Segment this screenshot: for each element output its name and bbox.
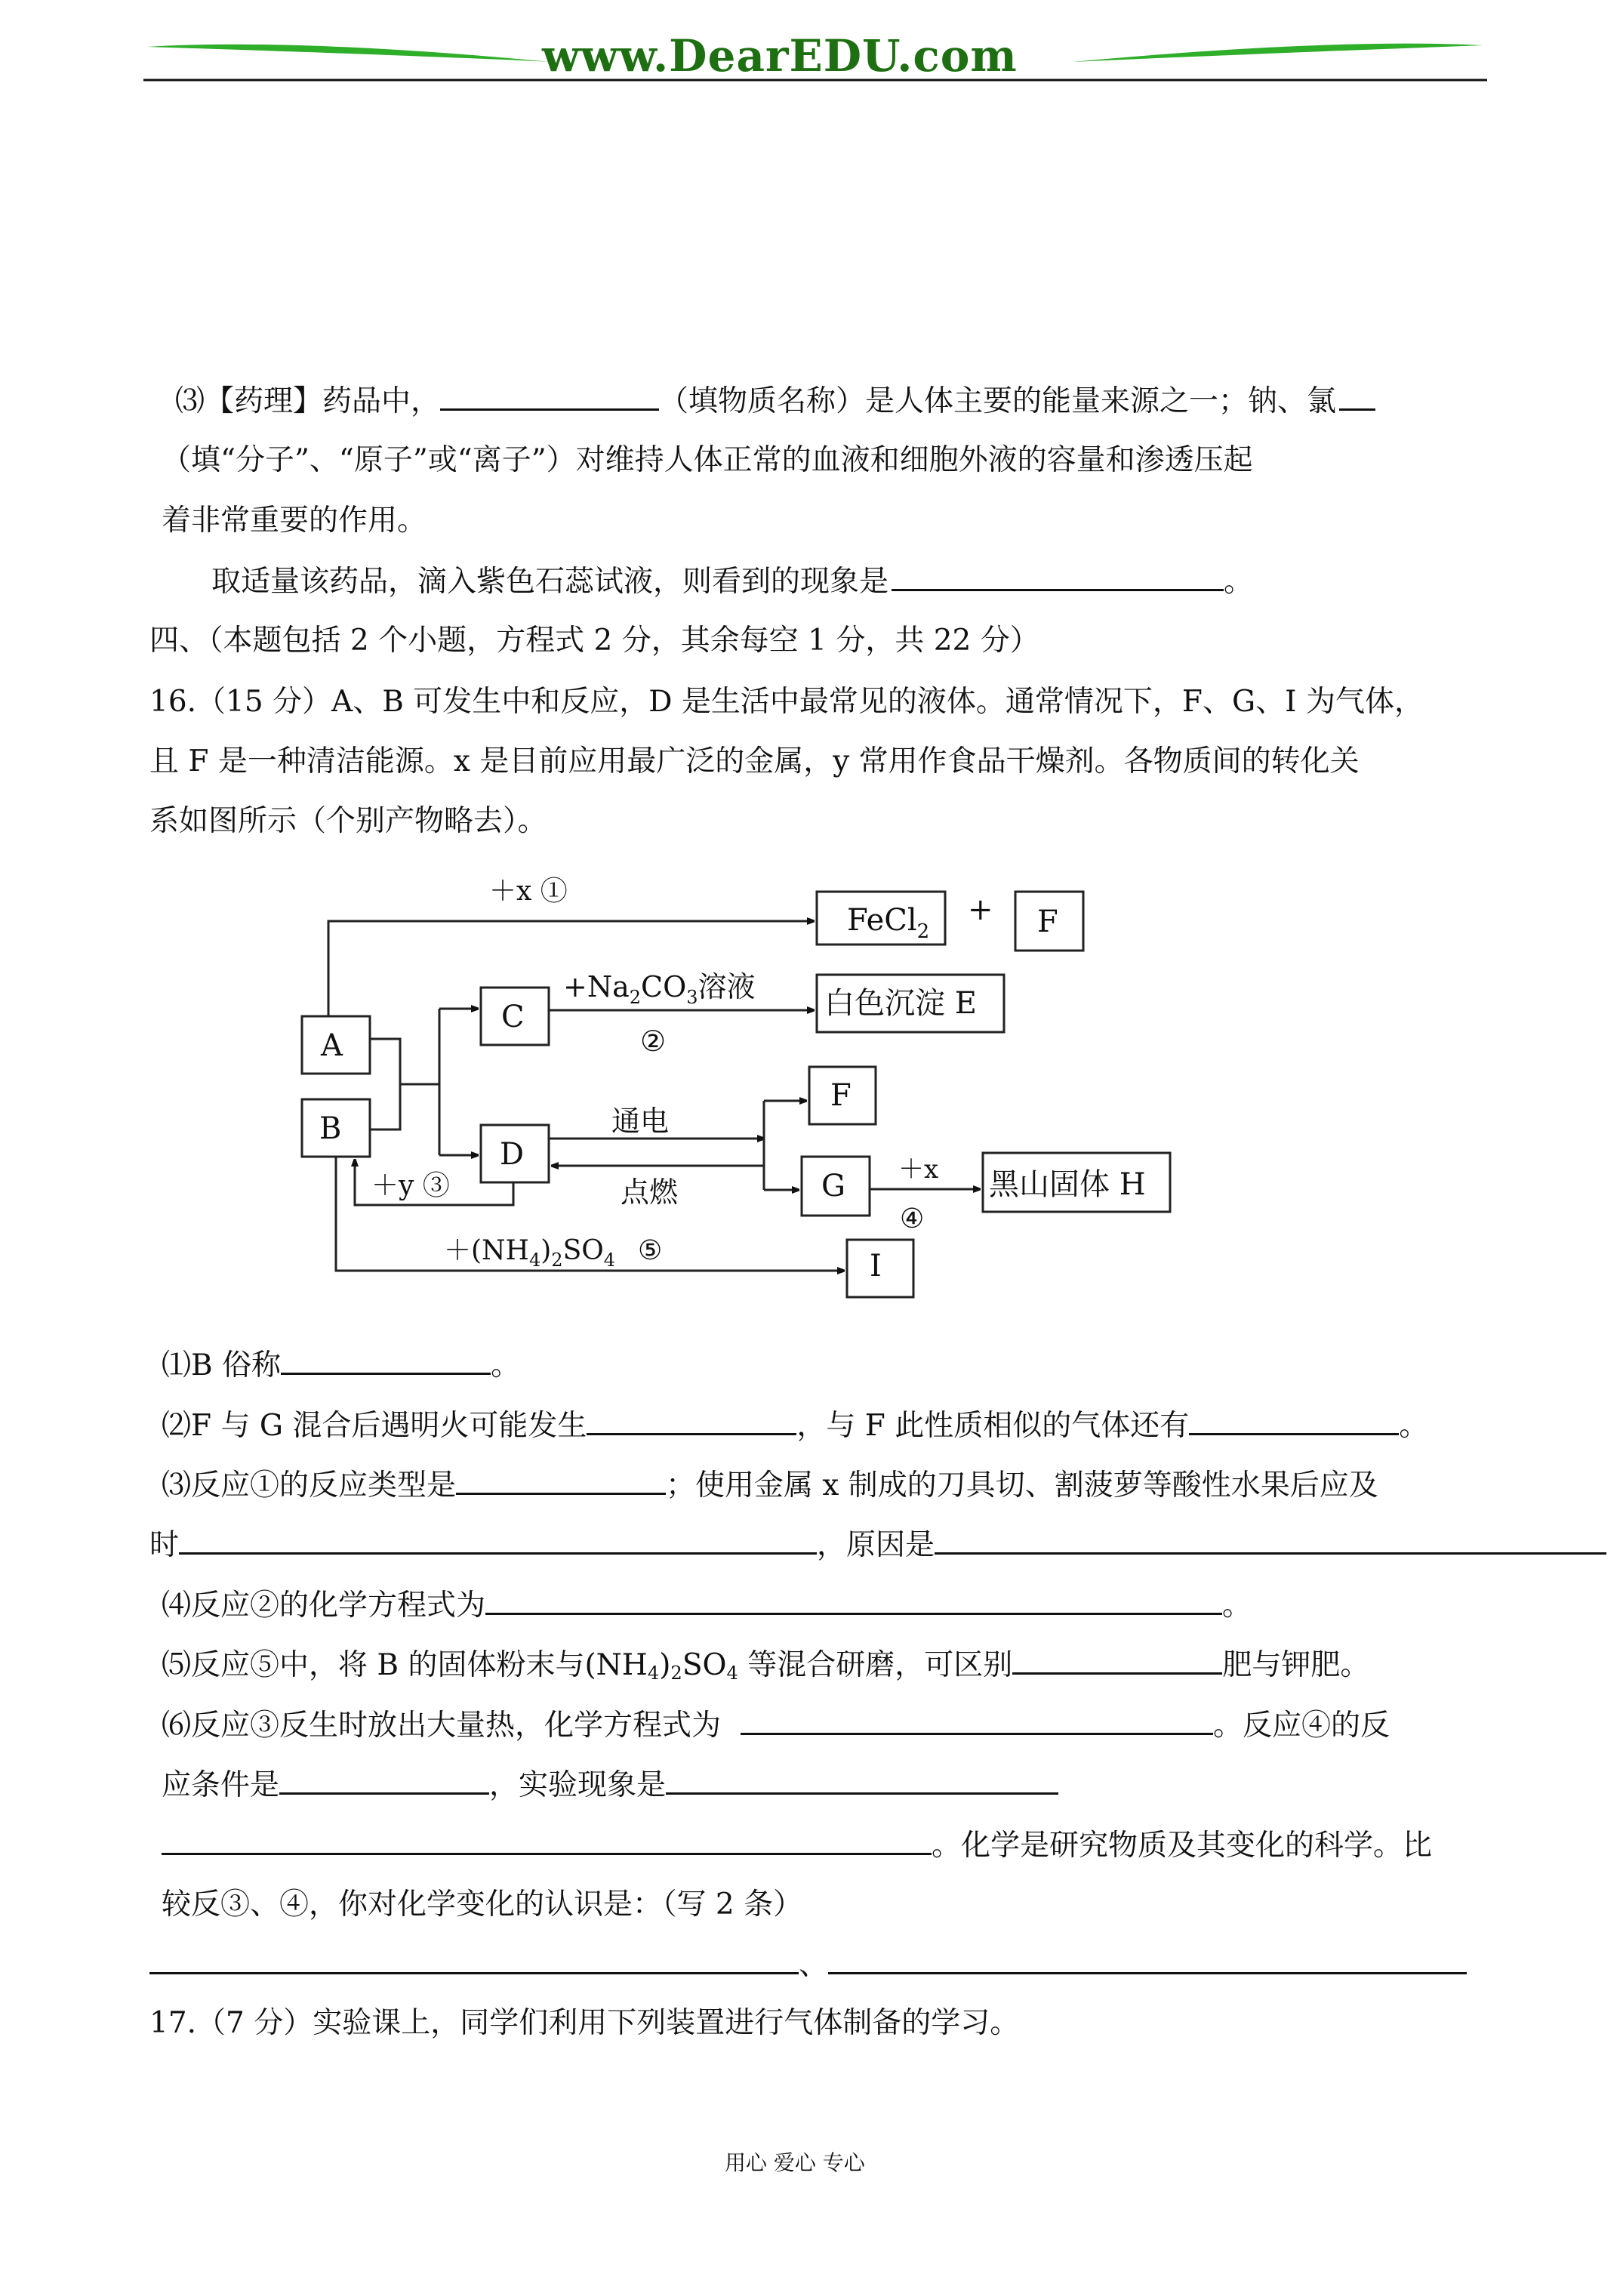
sub2-text-b: ，与 F 此性质相似的气体还有 [796,1409,1190,1443]
answer-blank-condition[interactable] [279,1767,489,1795]
label-f-mid: F [830,1078,852,1113]
answer-blank-f-g-reaction[interactable] [587,1407,796,1435]
sub6-text-a: ⑹反应③反生时放出大量热，化学方程式为 [162,1709,722,1743]
electrolysis-label: 通电 [611,1105,670,1138]
q16-intro-line1: 16.（15 分）A、B 可发生中和反应，D 是生活中最常见的液体。通常情况下，F、G、I 为气体， [149,685,1424,719]
label-c: C [501,1000,525,1034]
label-fecl2: FeCl$_2$ [847,903,930,943]
reaction-3-label: ＋y ③ [371,1170,450,1201]
label-white-ppt: 白色沉淀 E [824,986,977,1021]
sub3-text-c: 时 [149,1528,180,1562]
sub1-text: ⑴B 俗称 [162,1348,282,1382]
separator: 、 [799,1948,829,1982]
q15-3-line3: 着非常重要的作用。 [162,504,427,538]
answer-blank-action[interactable] [179,1527,817,1555]
q16-intro-line2: 且 F 是一种清洁能源。x 是目前应用最广泛的金属，y 常用作食品干燥剂。各物质间的转化关 [149,744,1360,778]
reaction-2-number: ② [640,1025,667,1058]
sub5-text-c: 肥与钾肥。 [1222,1648,1370,1682]
q15-3-line2: （填“分子”、“原子”或“离子”）对维持人体正常的血液和细胞外液的容量和渗透压起 [162,443,1253,477]
sub3-text-b: ；使用金属 x 制成的刀具切、割菠萝等酸性水果后应及 [666,1469,1378,1502]
sub6-text-e: 。化学是研究物质及其变化的科学。比 [932,1829,1433,1863]
subscript: 4 [726,1663,738,1684]
answer-blank-reason[interactable] [935,1527,1606,1555]
q15-3-text-a: ⑶【药理】药品中， [175,384,441,418]
reaction-4-number: ④ [900,1203,925,1234]
site-logo-text: www.DearEDU.com [542,30,1018,82]
period: 。 [491,1348,521,1382]
answer-blank-reaction-type[interactable] [456,1467,666,1495]
sub4-text: ⑷反应②的化学方程式为 [162,1589,486,1623]
period: 。 [1224,565,1254,599]
q15-3-text-b: （填物质名称）是人体主要的能量来源之一；钠、氯 [659,384,1337,418]
label-b: B [319,1111,342,1146]
sub6-text-d: ，实验现象是 [489,1768,667,1802]
page-footer: 用心 爱心 专心 [725,2150,865,2175]
reaction-2-label: $+Na_2CO_3$溶液 [563,970,756,1008]
answer-blank-b-name[interactable] [281,1347,491,1375]
q16-sub6-line2 [162,1767,1058,1804]
period: 。 [1222,1589,1252,1623]
answer-blank-equation-2[interactable] [485,1587,1222,1615]
label-g: G [821,1169,845,1203]
q16-sub3-line1 [162,1467,1378,1504]
q16-sub6-line4: 较反③、④，你对化学变化的认识是：（写 2 条） [162,1888,803,1922]
q17-intro: 17.（7 分）实验课上，同学们利用下列装置进行气体制备的学习。 [149,2006,1020,2040]
q16-intro-line3: 系如图所示（个别产物略去）。 [149,804,547,838]
sub5-so: SO [682,1648,727,1682]
sub6-text-c: 应条件是 [162,1768,280,1802]
q16-sub1 [162,1347,520,1384]
q16-sub6-line3 [162,1827,1432,1864]
label-i: I [870,1249,882,1284]
sub5-text-a: ⑸反应⑤中，将 B 的固体粉末与(NH [162,1648,648,1682]
q16-sub6-line5 [149,1946,1467,1983]
answer-blank-phenomenon-4-cont[interactable] [162,1827,932,1855]
ignite-label: 点燃 [621,1176,679,1209]
label-black-solid: 黑山固体 H [989,1167,1146,1202]
answer-blank-insight-1[interactable] [149,1946,799,1974]
label-d: D [500,1137,525,1172]
q15-3-text-c: 取适量该药品，滴入紫色石蕊试液，则看到的现象是 [211,565,889,599]
q16-sub3-line2 [149,1527,1606,1564]
answer-blank-insight-2[interactable] [828,1946,1467,1974]
section-4-heading: 四、（本题包括 2 个小题，方程式 2 分，其余每空 1 分，共 22 分） [149,624,1039,658]
subscript: 4 [647,1663,660,1684]
q16-sub5 [162,1647,1369,1684]
q16-sub6-line1 [162,1707,1390,1744]
answer-blank-similar-gas[interactable] [1189,1407,1399,1435]
reaction-4-label: ＋x [898,1154,939,1185]
ab-merge-line [370,1039,400,1130]
sub5-text-b: 等混合研磨，可区别 [738,1648,1013,1682]
q16-sub4 [162,1587,1252,1624]
label-a: A [321,1028,343,1063]
subscript: 2 [670,1663,682,1684]
label-f-top: F [1037,905,1058,939]
answer-blank-equation-3[interactable] [741,1707,1213,1735]
sub5-paren: ) [659,1648,671,1682]
sub3-text-a: ⑶反应①的反应类型是 [162,1469,457,1502]
reaction-5-label: $+(NH_4)_2SO_4$ ⑤ [444,1235,663,1271]
reaction-1-label: ＋x ① [489,876,568,907]
period: 。 [1399,1409,1429,1443]
sub2-text-a: ⑵F 与 G 混合后遇明火可能发生 [162,1409,587,1443]
answer-blank-phenomenon-4[interactable] [666,1767,1058,1795]
sub3-text-d: ，原因是 [817,1528,935,1562]
plus-sign: + [968,892,993,927]
q16-sub2 [162,1407,1428,1444]
answer-blank-fertilizer[interactable] [1012,1647,1222,1675]
sub6-text-b: 。反应④的反 [1213,1709,1390,1743]
